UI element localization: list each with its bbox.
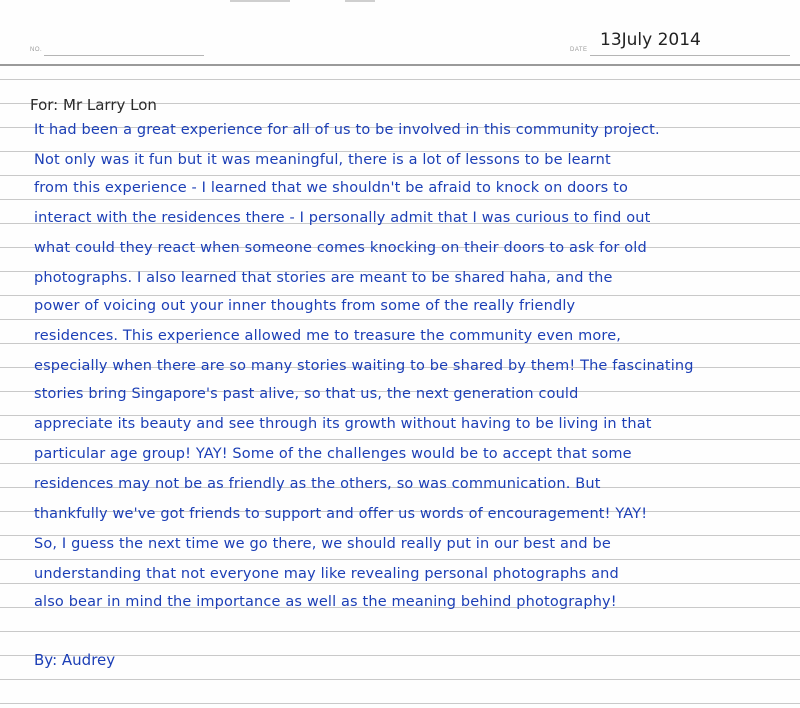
letter-line: Not only was it fun but it was meaningful, there is a lot of lessons to be learnt <box>34 152 611 168</box>
page-edge-mark <box>345 0 375 2</box>
letter-line: residences. This experience allowed me to treasure the community even more, <box>34 328 622 344</box>
recipient-line: For: Mr Larry Lon <box>30 96 157 114</box>
letter-line: especially when there are so many stories waiting to be shared by them! The fascinating <box>34 358 694 374</box>
no-label: NO. <box>30 47 43 53</box>
letter-line: So, I guess the next time we go there, we should really put in our best and be <box>34 536 611 552</box>
letter-line: what could they react when someone comes knocking on their doors to ask for old <box>34 240 647 256</box>
header-rule <box>0 64 800 66</box>
page-edge-mark <box>230 0 290 2</box>
date-label: DATE <box>570 47 588 53</box>
letter-line: photographs. I also learned that stories are meant to be shared haha, and the <box>34 270 613 286</box>
date-field-line <box>590 55 790 56</box>
letter-line: power of voicing out your inner thoughts from some of the really friendly <box>34 298 576 314</box>
letter-line: particular age group! YAY! Some of the challenges would be to accept that some <box>34 446 632 462</box>
letter-line: It had been a great experience for all of us to be involved in this community project. <box>34 122 660 138</box>
page-header <box>0 0 800 64</box>
letter-line: from this experience - I learned that we shouldn't be afraid to knock on doors to <box>34 180 629 196</box>
no-field-line <box>44 55 204 56</box>
date-value: 13July 2014 <box>600 30 701 50</box>
letter-line: thankfully we've got friends to support and offer us words of encouragement! YAY! <box>34 506 648 522</box>
letter-line: residences may not be as friendly as the others, so was communication. But <box>34 476 601 492</box>
letter-line: also bear in mind the importance as well as the meaning behind photography! <box>34 594 617 610</box>
letter-line: appreciate its beauty and see through its growth without having to be living in that <box>34 416 652 432</box>
signature: By: Audrey <box>34 651 116 669</box>
letter-line: stories bring Singapore's past alive, so that us, the next generation could <box>34 386 579 402</box>
letter-line: interact with the residences there - I personally admit that I was curious to find out <box>34 210 651 226</box>
letter-line: understanding that not everyone may like revealing personal photographs and <box>34 566 619 582</box>
